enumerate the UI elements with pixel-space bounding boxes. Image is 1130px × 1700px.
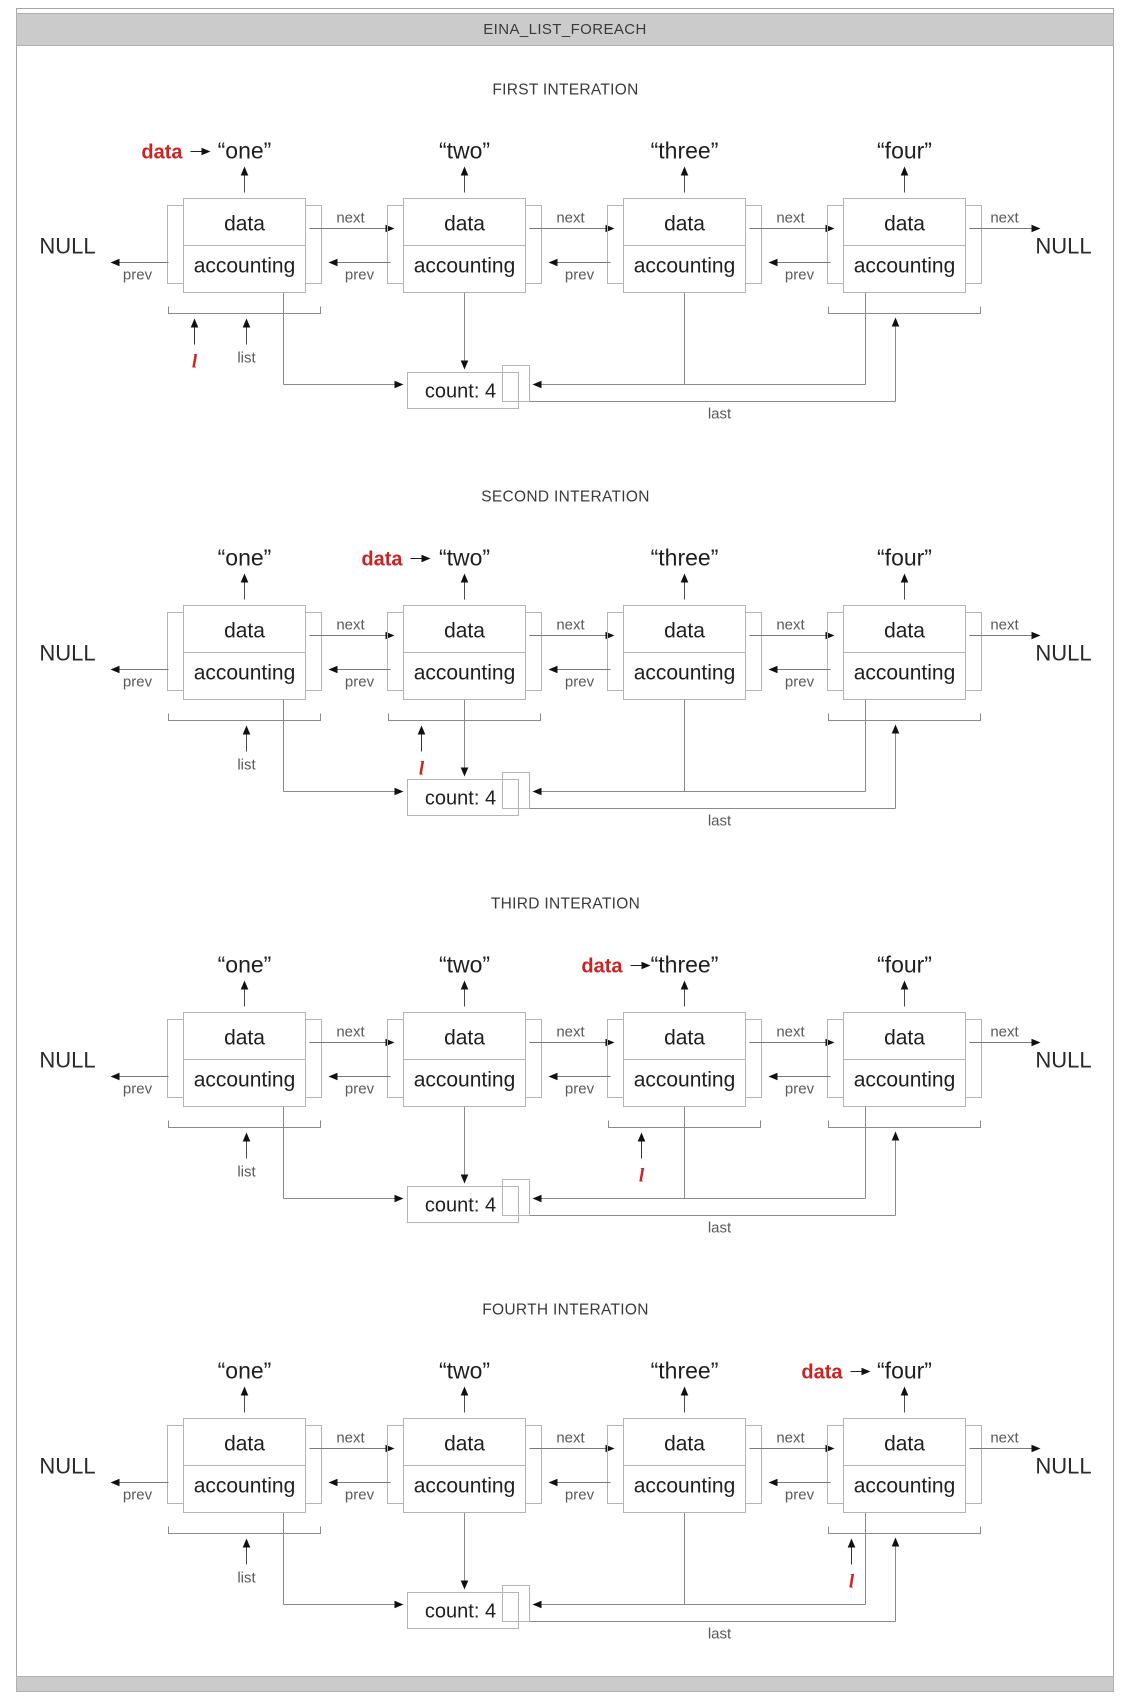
node-data-cell-label: data xyxy=(884,1432,925,1456)
data-pointer-label: data xyxy=(141,141,183,164)
node-accounting-cell-label: accounting xyxy=(413,1068,516,1092)
item-label: “two” xyxy=(438,544,491,571)
node-data-cell-label: data xyxy=(224,619,265,643)
node-accounting-cell-label: accounting xyxy=(413,254,516,278)
prev-label: prev xyxy=(564,1486,595,1504)
node-accounting-cell-label: accounting xyxy=(193,1474,296,1498)
node-data-cell-label: data xyxy=(444,1432,485,1456)
prev-label: prev xyxy=(344,1080,375,1098)
next-label: next xyxy=(556,1429,585,1447)
node-accounting-cell-label: accounting xyxy=(853,1068,956,1092)
node-data-cell-label: data xyxy=(664,1026,705,1050)
next-label: next xyxy=(990,209,1019,227)
node-data-cell-label: data xyxy=(224,1432,265,1456)
next-label: next xyxy=(556,209,585,227)
null-right-label: NULL xyxy=(1035,233,1092,259)
last-label: last xyxy=(707,1625,732,1643)
null-right-label: NULL xyxy=(1035,1047,1092,1073)
node-data-cell-label: data xyxy=(224,1026,265,1050)
prev-label: prev xyxy=(344,673,375,691)
iterator-label: l xyxy=(638,1165,645,1187)
item-label: “three” xyxy=(650,137,719,164)
node-data-cell-label: data xyxy=(664,212,705,236)
node-accounting-cell-label: accounting xyxy=(853,1474,956,1498)
next-label: next xyxy=(556,616,585,634)
next-label: next xyxy=(776,1023,805,1041)
count-label: count: 4 xyxy=(424,1194,497,1217)
node-accounting-cell-label: accounting xyxy=(853,254,956,278)
data-pointer-label: data xyxy=(801,1361,843,1384)
prev-label: prev xyxy=(122,266,153,284)
next-label: next xyxy=(336,616,365,634)
next-label: next xyxy=(776,1429,805,1447)
node-data-cell-label: data xyxy=(884,1026,925,1050)
item-label: “two” xyxy=(438,951,491,978)
iteration-title: THIRD INTERATION xyxy=(490,895,641,913)
node-data-cell-label: data xyxy=(444,212,485,236)
item-label: “one” xyxy=(217,137,272,164)
count-label: count: 4 xyxy=(424,380,497,403)
node-data-cell-label: data xyxy=(444,619,485,643)
node-data-cell-label: data xyxy=(664,1432,705,1456)
list-label: list xyxy=(237,1163,256,1181)
next-label: next xyxy=(990,616,1019,634)
iteration-title: FIRST INTERATION xyxy=(492,81,639,99)
node-accounting-cell-label: accounting xyxy=(853,661,956,685)
prev-label: prev xyxy=(784,1486,815,1504)
prev-label: prev xyxy=(564,673,595,691)
next-label: next xyxy=(776,209,805,227)
prev-label: prev xyxy=(564,1080,595,1098)
node-accounting-cell-label: accounting xyxy=(633,254,736,278)
last-label: last xyxy=(707,812,732,830)
prev-label: prev xyxy=(784,1080,815,1098)
prev-label: prev xyxy=(344,266,375,284)
iteration-title: SECOND INTERATION xyxy=(481,488,650,506)
null-left-label: NULL xyxy=(39,640,96,666)
page-title: EINA_LIST_FOREACH xyxy=(483,21,647,38)
node-data-cell-label: data xyxy=(224,212,265,236)
item-label: “three” xyxy=(650,544,719,571)
next-label: next xyxy=(336,209,365,227)
node-data-cell-label: data xyxy=(664,619,705,643)
null-left-label: NULL xyxy=(39,1453,96,1479)
item-label: “three” xyxy=(650,951,719,978)
list-label: list xyxy=(237,1569,256,1587)
node-accounting-cell-label: accounting xyxy=(193,254,296,278)
null-right-label: NULL xyxy=(1035,1453,1092,1479)
node-accounting-cell-label: accounting xyxy=(193,661,296,685)
last-label: last xyxy=(707,1219,732,1237)
item-label: “one” xyxy=(217,951,272,978)
node-accounting-cell-label: accounting xyxy=(633,661,736,685)
null-left-label: NULL xyxy=(39,233,96,259)
item-label: “three” xyxy=(650,1357,719,1384)
count-label: count: 4 xyxy=(424,787,497,810)
next-label: next xyxy=(990,1429,1019,1447)
prev-label: prev xyxy=(344,1486,375,1504)
node-data-cell-label: data xyxy=(884,619,925,643)
item-label: “two” xyxy=(438,137,491,164)
prev-label: prev xyxy=(784,266,815,284)
item-label: “four” xyxy=(877,137,932,164)
node-data-cell-label: data xyxy=(884,212,925,236)
item-label: “four” xyxy=(877,951,932,978)
next-label: next xyxy=(336,1023,365,1041)
node-accounting-cell-label: accounting xyxy=(193,1068,296,1092)
prev-label: prev xyxy=(122,1080,153,1098)
next-label: next xyxy=(556,1023,585,1041)
prev-label: prev xyxy=(122,673,153,691)
bottom-bar xyxy=(17,1677,1114,1692)
iterator-label: l xyxy=(848,1571,855,1593)
node-accounting-cell-label: accounting xyxy=(633,1068,736,1092)
prev-label: prev xyxy=(564,266,595,284)
node-accounting-cell-label: accounting xyxy=(413,661,516,685)
item-label: “one” xyxy=(217,1357,272,1384)
iterator-label: l xyxy=(418,758,425,780)
item-label: “four” xyxy=(877,544,932,571)
node-accounting-cell-label: accounting xyxy=(633,1474,736,1498)
data-pointer-label: data xyxy=(581,955,623,978)
null-left-label: NULL xyxy=(39,1047,96,1073)
next-label: next xyxy=(990,1023,1019,1041)
next-label: next xyxy=(336,1429,365,1447)
item-label: “one” xyxy=(217,544,272,571)
count-label: count: 4 xyxy=(424,1600,497,1623)
list-label: list xyxy=(237,349,256,367)
null-right-label: NULL xyxy=(1035,640,1092,666)
iteration-title: FOURTH INTERATION xyxy=(482,1301,649,1319)
next-label: next xyxy=(776,616,805,634)
data-pointer-label: data xyxy=(361,548,403,571)
prev-label: prev xyxy=(784,673,815,691)
item-label: “two” xyxy=(438,1357,491,1384)
list-label: list xyxy=(237,756,256,774)
last-label: last xyxy=(707,405,732,423)
iterator-label: l xyxy=(191,351,198,373)
node-accounting-cell-label: accounting xyxy=(413,1474,516,1498)
prev-label: prev xyxy=(122,1486,153,1504)
item-label: “four” xyxy=(877,1357,932,1384)
node-data-cell-label: data xyxy=(444,1026,485,1050)
